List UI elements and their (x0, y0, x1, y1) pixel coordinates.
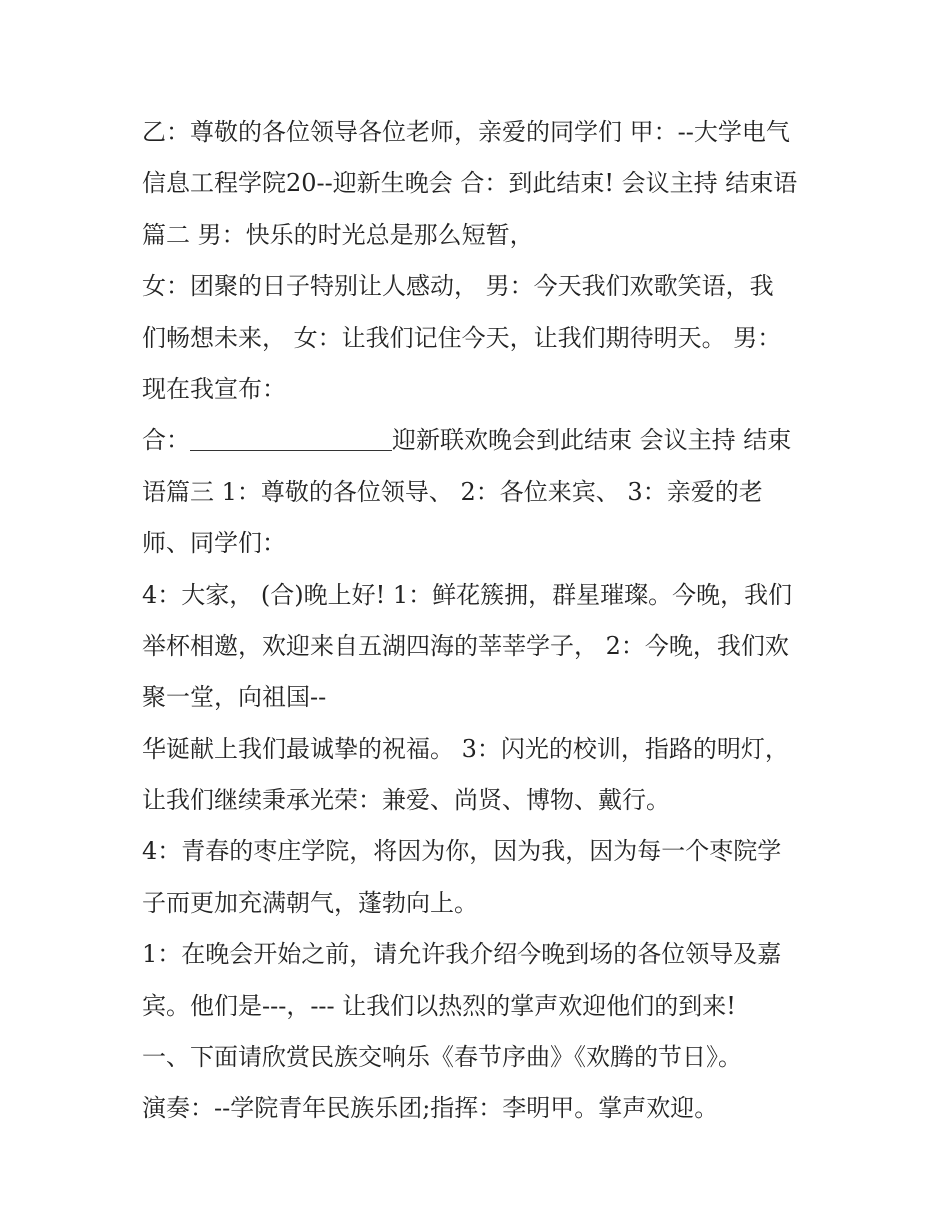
text-line-with-blank (142, 415, 822, 466)
text-line: 现在我宣布： (142, 374, 286, 403)
text-line: 举杯相邀，欢迎来自五湖四海的莘莘学子， 2：今晚，我们欢 (142, 631, 789, 660)
text-line: 们畅想未来， 女：让我们记住今天，让我们期待明天。 男： (142, 323, 782, 352)
text-line: 语篇三 1：尊敬的各位领导、 2：各位来宾、 3：亲爱的老 (142, 477, 763, 506)
document-body (142, 107, 822, 1135)
text-line: 宾。他们是---，--- 让我们以热烈的掌声欢迎他们的到来! (142, 991, 736, 1020)
text-line: 演奏：--学院青年民族乐团;指挥：李明甲。掌声欢迎。 (142, 1094, 719, 1123)
text-line: 华诞献上我们最诚挚的祝福。 3：闪光的校训，指路的明灯， (142, 734, 789, 763)
text-line: 子而更加充满朝气，蓬勃向上。 (142, 888, 478, 917)
line-prefix: 合： (142, 426, 190, 455)
text-line: 聚一堂，向祖国-- (142, 683, 327, 712)
text-line: 一、下面请欣赏民族交响乐《春节序曲》《欢腾的节日》。 (142, 1043, 742, 1072)
text-line: 信息工程学院20--迎新生晚会 合：到此结束! 会议主持 结束语 (142, 169, 798, 198)
text-line: 让我们继续秉承光荣：兼爱、尚贤、博物、戴行。 (142, 786, 670, 815)
text-line: 4：大家， (合)晚上好! 1：鲜花簇拥，群星璀璨。今晚，我们 (142, 580, 793, 609)
fill-in-blank (190, 428, 392, 451)
text-line: 1：在晚会开始之前，请允许我介绍今晚到场的各位领导及嘉 (142, 940, 782, 969)
text-line: 4：青春的枣庄学院，将因为你，因为我，因为每一个枣院学 (142, 837, 782, 866)
text-line: 篇二 男：快乐的时光总是那么短暂， (142, 220, 534, 249)
text-line: 乙：尊敬的各位领导各位老师，亲爱的同学们 甲：--大学电气 (142, 118, 790, 146)
line-suffix: 迎新联欢晚会到此结束 会议主持 结束 (392, 426, 792, 455)
text-line: 师、同学们： (142, 529, 286, 558)
text-line: 女：团聚的日子特别让人感动， 男：今天我们欢歌笑语，我 (142, 272, 774, 301)
